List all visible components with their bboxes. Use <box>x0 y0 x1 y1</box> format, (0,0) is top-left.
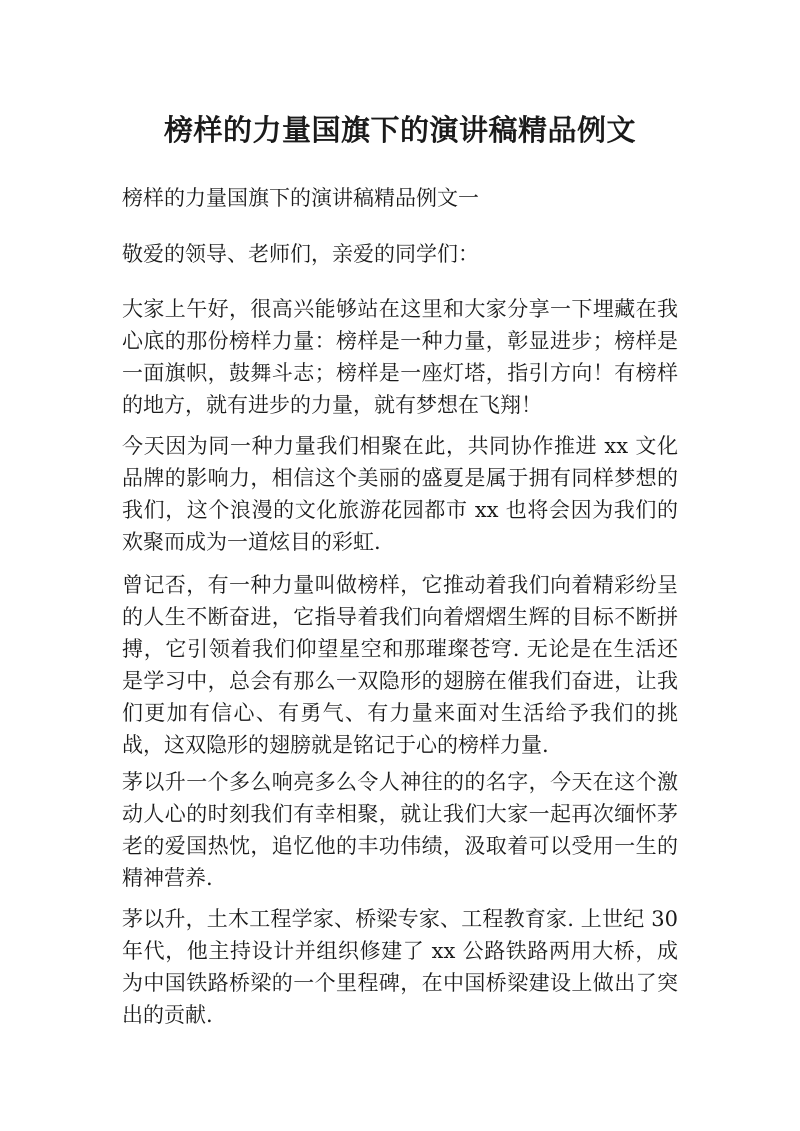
document-title: 榜样的力量国旗下的演讲稿精品例文 <box>163 113 636 147</box>
paragraph: 大家上午好，很高兴能够站在这里和大家分享一下埋藏在我心底的那份榜样力量：榜样是一种力量，彰显进步；榜样是一面旗帜，鼓舞斗志；榜样是一座灯塔，指引方向！有榜样的地方，就有进步的力量，就有梦想在飞翔！ <box>122 297 678 417</box>
paragraph: 茅以升，土木工程学家、桥梁专家、工程教育家. 上世纪 30 年代，他主持设计并组织修建了 xx 公路铁路两用大桥，成为中国铁路桥梁的一个里程碑，在中国桥梁建设上做出了突出的贡献. <box>122 907 678 1027</box>
salutation: 敬爱的领导、老师们，亲爱的同学们： <box>122 242 479 266</box>
paragraph: 曾记否，有一种力量叫做榜样，它推动着我们向着精彩纷呈的人生不断奋进，它指导着我们向着熠熠生辉的目标不断拼搏，它引领着我们仰望星空和那璀璨苍穹. 无论是在生活还是学习中，总会有那么一双隐形的翅膀在催我们奋进，让我们更加有信心、有勇气、有力量来面对生活给予我们的挑战，这双隐形的翅膀就是铭记于心的榜样力量. <box>122 573 678 757</box>
paragraph: 今天因为同一种力量我们相聚在此，共同协作推进 xx 文化品牌的影响力，相信这个美丽的盛夏是属于拥有同样梦想的我们，这个浪漫的文化旅游花园都市 xx 也将会因为我们的欢聚而成为一道炫目的彩虹. <box>122 434 678 554</box>
document-subtitle: 榜样的力量国旗下的演讲稿精品例文一 <box>122 186 479 210</box>
paragraph: 茅以升一个多么响亮多么令人神往的的名字，今天在这个激动人心的时刻我们有幸相聚，就让我们大家一起再次缅怀茅老的爱国热忱，追忆他的丰功伟绩，汲取着可以受用一生的精神营养. <box>122 770 678 890</box>
